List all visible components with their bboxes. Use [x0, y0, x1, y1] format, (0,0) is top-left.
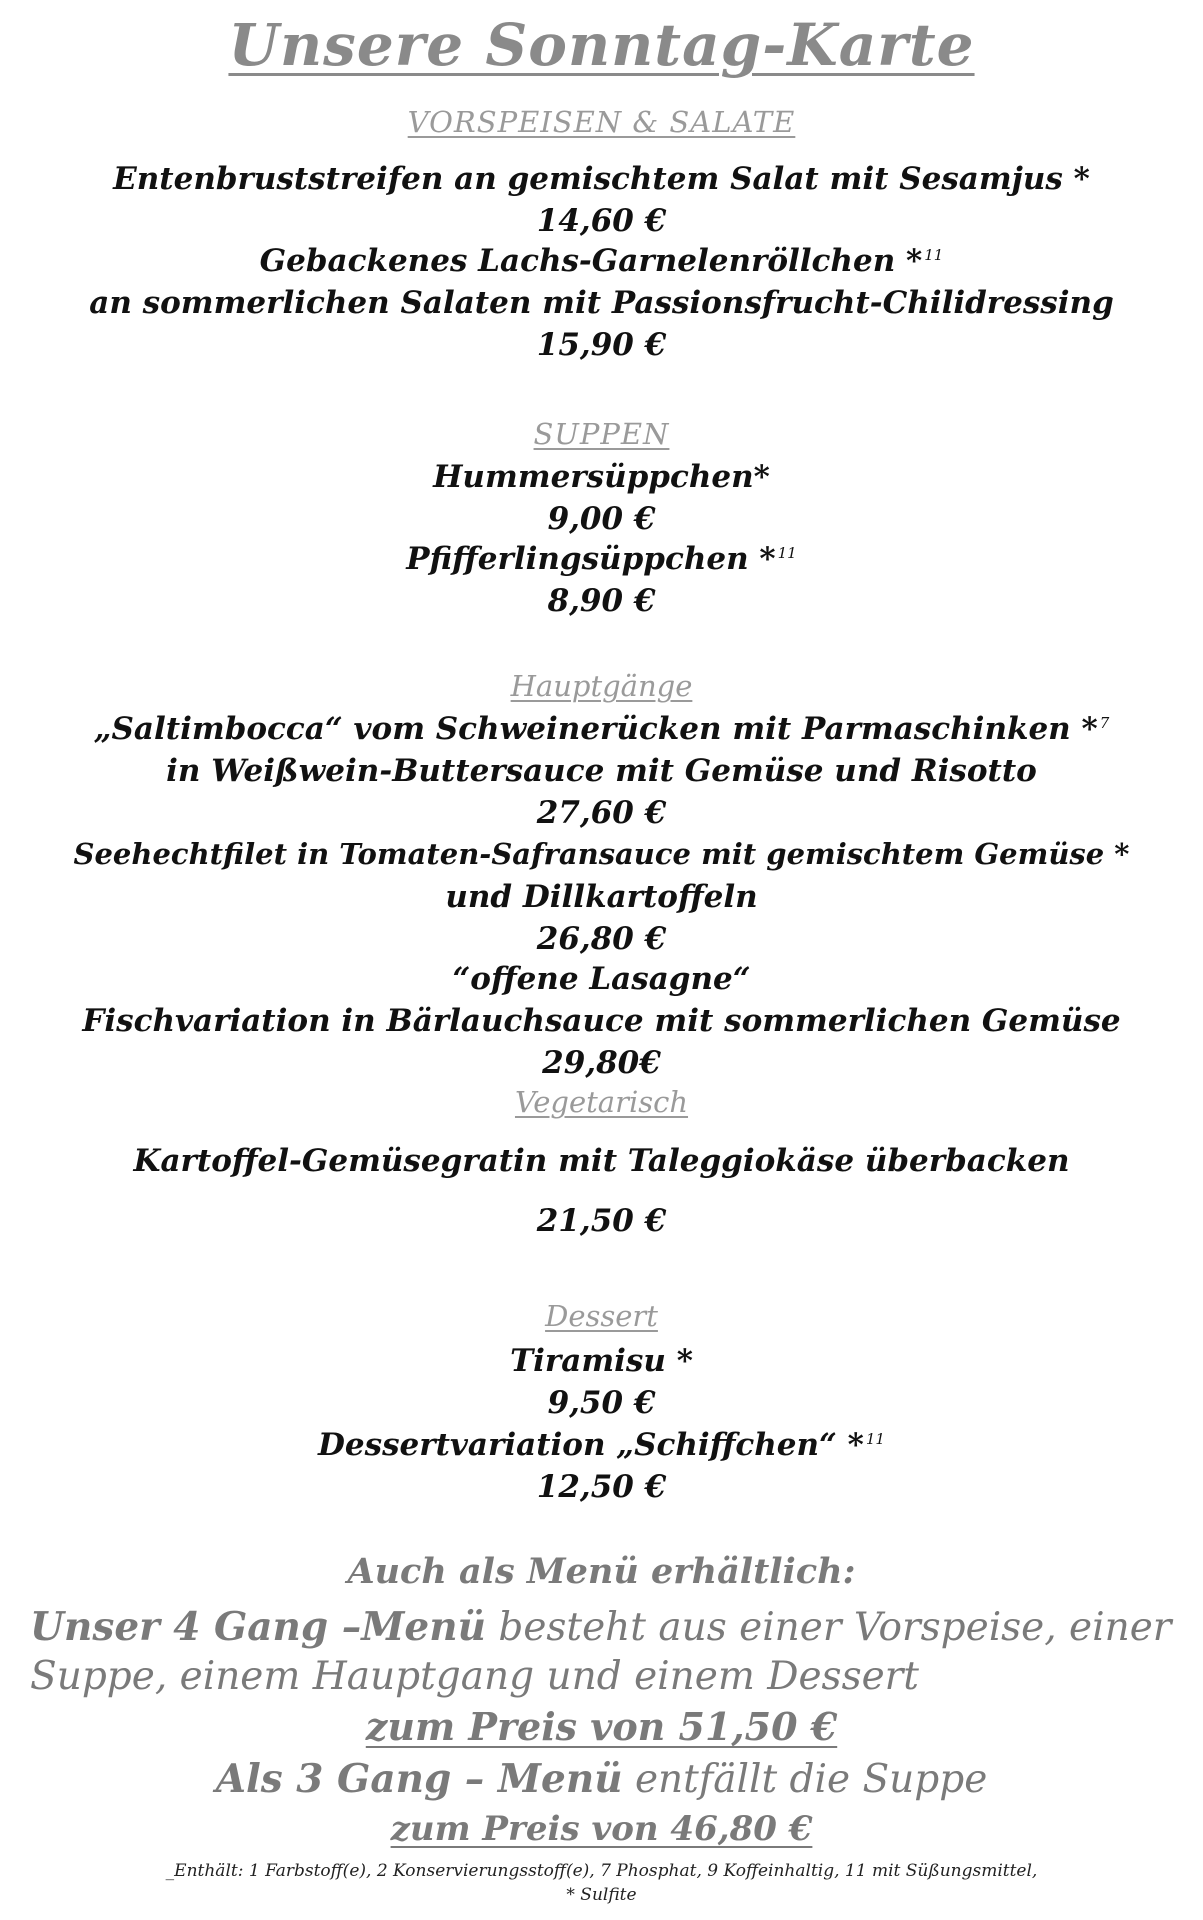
three-course-label: Als 3 Gang – Menü: [215, 1756, 623, 1802]
section-heading-dessert: Dessert: [545, 1299, 658, 1333]
dish-name-text: Dessertvariation „Schiffchen“ *: [318, 1427, 864, 1463]
dish-price: 26,80 €: [536, 921, 667, 957]
four-course-label: Unser 4 Gang –Menü: [30, 1604, 486, 1650]
dish-name: Kartoffel-Gemüsegratin mit Taleggiokäse überbacken: [133, 1143, 1070, 1179]
dish-price: 29,80€: [542, 1045, 661, 1081]
dish-price: 27,60 €: [536, 795, 667, 831]
dish-name: [0, 542, 1203, 578]
dish-price: 12,50 €: [536, 1469, 667, 1505]
dish-description: in Weißwein-Buttersauce mit Gemüse und Risotto: [166, 753, 1037, 789]
dish-name: Tiramisu *: [510, 1343, 693, 1379]
dish-name-text: Gebackenes Lachs-Garnelenröllchen *: [259, 243, 923, 279]
dish-name: Seehechtfilet in Tomaten-Safransauce mit gemischtem Gemüse *: [73, 837, 1130, 871]
dish-name: [0, 1428, 1203, 1464]
page-title: Unsere Sonntag-Karte: [228, 11, 975, 79]
allergen-marker: 11: [777, 543, 797, 562]
four-course-line: [30, 1605, 1171, 1651]
allergen-marker: 7: [1099, 713, 1110, 732]
dish-name-text: Pfifferlingsüppchen *: [406, 541, 776, 577]
dish-price: 9,00 €: [547, 501, 656, 537]
section-heading-vorspeisen: VORSPEISEN & SALATE: [407, 105, 796, 139]
three-course-text: entfällt die Suppe: [622, 1757, 988, 1802]
three-course-price: zum Preis von 46,80 €: [390, 1809, 813, 1849]
dish-description: Fischvariation in Bärlauchsauce mit sommerlichen Gemüse: [82, 1003, 1121, 1039]
four-course-text: besteht aus einer Vorspeise, einer: [485, 1605, 1172, 1650]
dish-price: 15,90 €: [536, 327, 667, 363]
allergen-footnote-2: * Sulfite: [566, 1885, 637, 1905]
allergen-marker: 11: [924, 245, 944, 264]
four-course-line-2: Suppe, einem Hauptgang und einem Dessert: [30, 1654, 919, 1699]
allergen-footnote: _Enthält: 1 Farbstoff(e), 2 Konservierungsstoff(e), 7 Phosphat, 9 Koffeinhaltig, 11 mit Süßungsmittel,: [165, 1861, 1038, 1881]
section-heading-vegetarisch: Vegetarisch: [514, 1085, 689, 1119]
dish-name: Hummersüppchen*: [433, 459, 770, 495]
dish-name: [0, 244, 1203, 280]
menu-headline: Auch als Menü erhältlich:: [347, 1551, 856, 1592]
dish-name-text: „Saltimbocca“ vom Schweinerücken mit Parmaschinken *: [93, 711, 1098, 747]
dish-name: “offene Lasagne“: [452, 961, 751, 997]
dish-name: Entenbruststreifen an gemischtem Salat mit Sesamjus *: [113, 161, 1090, 197]
dish-price: 21,50 €: [536, 1203, 667, 1239]
dish-name: [0, 712, 1203, 748]
dish-price: 14,60 €: [536, 203, 667, 239]
section-heading-hauptgaenge: Hauptgänge: [510, 669, 693, 703]
four-course-price: zum Preis von 51,50 €: [365, 1704, 838, 1749]
allergen-marker: 11: [865, 1429, 885, 1448]
section-heading-suppen: SUPPEN: [533, 417, 670, 451]
dish-price: 8,90 €: [547, 583, 656, 619]
three-course-line: [0, 1757, 1203, 1803]
dish-description: an sommerlichen Salaten mit Passionsfrucht-Chilidressing: [89, 285, 1114, 321]
dish-description: und Dillkartoffeln: [445, 879, 758, 915]
dish-price: 9,50 €: [547, 1385, 656, 1421]
